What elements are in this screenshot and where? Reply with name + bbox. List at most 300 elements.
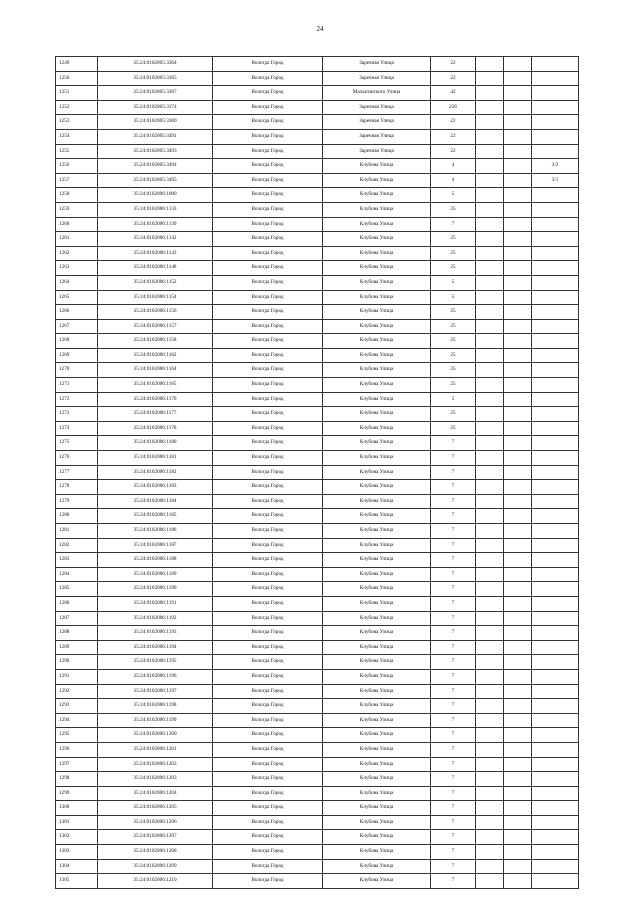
- building-cell: [476, 261, 504, 276]
- house-number-cell: 25: [431, 421, 476, 436]
- city-cell: Вологда Город: [213, 407, 323, 422]
- apartment-cell: [532, 845, 579, 860]
- street-cell: Клубова Улица: [323, 319, 431, 334]
- table-row: [56, 275, 579, 290]
- cadastral-number-cell: 35:24:0102006:1156: [98, 305, 213, 320]
- house-number-cell: 7: [431, 801, 476, 816]
- house-number-cell: 7: [431, 757, 476, 772]
- building-cell: [476, 626, 504, 641]
- cadastral-number-cell: 35:24:0102005:3365: [98, 71, 213, 86]
- building-cell: [476, 334, 504, 349]
- table-row: [56, 378, 579, 393]
- cadastral-number-cell: 35:24:0102005:3491: [98, 129, 213, 144]
- city-cell: Вологда Город: [213, 611, 323, 626]
- row-number-cell: 1271: [56, 378, 98, 393]
- apartment-cell: [532, 421, 579, 436]
- row-number-cell: 1298: [56, 772, 98, 787]
- house-number-cell: 7: [431, 669, 476, 684]
- apartment-cell: [532, 728, 579, 743]
- table-row: [56, 699, 579, 714]
- cadastral-number-cell: 35:24:0102005:3380: [98, 115, 213, 130]
- letter-cell: [504, 217, 532, 232]
- apartment-cell: [532, 684, 579, 699]
- table-row: [56, 144, 579, 159]
- street-cell: Клубова Улица: [323, 275, 431, 290]
- house-number-cell: 7: [431, 596, 476, 611]
- table-row: [56, 582, 579, 597]
- city-cell: Вологда Город: [213, 801, 323, 816]
- city-cell: Вологда Город: [213, 596, 323, 611]
- building-cell: [476, 173, 504, 188]
- cadastral-number-cell: 35:24:0102006:1201: [98, 742, 213, 757]
- cadastral-number-cell: 35:24:0102006:1204: [98, 786, 213, 801]
- cadastral-number-cell: 35:24:0102006:1164: [98, 363, 213, 378]
- street-cell: Клубова Улица: [323, 713, 431, 728]
- building-cell: [476, 290, 504, 305]
- apartment-cell: [532, 699, 579, 714]
- house-number-cell: 22: [431, 129, 476, 144]
- letter-cell: [504, 713, 532, 728]
- building-cell: [476, 71, 504, 86]
- letter-cell: [504, 144, 532, 159]
- letter-cell: [504, 100, 532, 115]
- row-number-cell: 1291: [56, 669, 98, 684]
- letter-cell: [504, 786, 532, 801]
- cadastral-number-cell: 35:24:0102006:1195: [98, 655, 213, 670]
- street-cell: Клубова Улица: [323, 451, 431, 466]
- apartment-cell: [532, 859, 579, 874]
- building-cell: [476, 538, 504, 553]
- apartment-cell: [532, 757, 579, 772]
- cadastral-number-cell: 35:24:0102006:1162: [98, 348, 213, 363]
- apartment-cell: [532, 742, 579, 757]
- cadastral-number-cell: 35:24:0102006:1197: [98, 684, 213, 699]
- letter-cell: [504, 334, 532, 349]
- street-cell: Клубова Улица: [323, 524, 431, 539]
- row-number-cell: 1258: [56, 188, 98, 203]
- house-number-cell: 25: [431, 202, 476, 217]
- house-number-cell: 7: [431, 845, 476, 860]
- letter-cell: [504, 188, 532, 203]
- letter-cell: [504, 494, 532, 509]
- building-cell: [476, 567, 504, 582]
- house-number-cell: 25: [431, 246, 476, 261]
- letter-cell: [504, 640, 532, 655]
- table-row: [56, 290, 579, 305]
- apartment-cell: [532, 669, 579, 684]
- cadastral-number-cell: 35:24:0102006:1189: [98, 567, 213, 582]
- row-number-cell: 1283: [56, 553, 98, 568]
- city-cell: Вологда Город: [213, 567, 323, 582]
- city-cell: Вологда Город: [213, 275, 323, 290]
- city-cell: Вологда Город: [213, 786, 323, 801]
- street-cell: Клубова Улица: [323, 874, 431, 889]
- street-cell: Клубова Улица: [323, 640, 431, 655]
- house-number-cell: 22: [431, 144, 476, 159]
- cadastral-number-cell: 35:24:0102005:3494: [98, 159, 213, 174]
- city-cell: Вологда Город: [213, 640, 323, 655]
- registry-table: [55, 56, 579, 889]
- building-cell: [476, 640, 504, 655]
- letter-cell: [504, 421, 532, 436]
- table-row: [56, 246, 579, 261]
- house-number-cell: 42: [431, 86, 476, 101]
- house-number-cell: 25: [431, 378, 476, 393]
- house-number-cell: 7: [431, 524, 476, 539]
- building-cell: [476, 494, 504, 509]
- letter-cell: [504, 728, 532, 743]
- city-cell: Вологда Город: [213, 480, 323, 495]
- building-cell: [476, 611, 504, 626]
- house-number-cell: 7: [431, 728, 476, 743]
- letter-cell: [504, 480, 532, 495]
- row-number-cell: 1295: [56, 728, 98, 743]
- row-number-cell: 1252: [56, 100, 98, 115]
- house-number-cell: 7: [431, 465, 476, 480]
- table-row: [56, 757, 579, 772]
- row-number-cell: 1293: [56, 699, 98, 714]
- row-number-cell: 1285: [56, 582, 98, 597]
- row-number-cell: 1276: [56, 451, 98, 466]
- table-row: [56, 202, 579, 217]
- row-number-cell: 1266: [56, 305, 98, 320]
- apartment-cell: [532, 232, 579, 247]
- city-cell: Вологда Город: [213, 815, 323, 830]
- house-number-cell: 22б: [431, 100, 476, 115]
- cadastral-number-cell: 35:24:0102006:1154: [98, 290, 213, 305]
- street-cell: Клубова Улица: [323, 421, 431, 436]
- row-number-cell: 1265: [56, 290, 98, 305]
- cadastral-number-cell: 35:24:0102006:1158: [98, 334, 213, 349]
- house-number-cell: 7: [431, 713, 476, 728]
- city-cell: Вологда Город: [213, 465, 323, 480]
- letter-cell: [504, 71, 532, 86]
- row-number-cell: 1270: [56, 363, 98, 378]
- letter-cell: [504, 669, 532, 684]
- apartment-cell: [532, 217, 579, 232]
- row-number-cell: 1263: [56, 261, 98, 276]
- city-cell: Вологда Город: [213, 232, 323, 247]
- letter-cell: [504, 859, 532, 874]
- building-cell: [476, 378, 504, 393]
- house-number-cell: 7: [431, 436, 476, 451]
- apartment-cell: [532, 129, 579, 144]
- city-cell: Вологда Город: [213, 845, 323, 860]
- table-row: [56, 801, 579, 816]
- city-cell: Вологда Город: [213, 261, 323, 276]
- city-cell: Вологда Город: [213, 524, 323, 539]
- street-cell: Клубова Улица: [323, 232, 431, 247]
- row-number-cell: 1261: [56, 232, 98, 247]
- building-cell: [476, 144, 504, 159]
- building-cell: [476, 801, 504, 816]
- street-cell: Клубова Улица: [323, 655, 431, 670]
- city-cell: Вологда Город: [213, 553, 323, 568]
- letter-cell: [504, 319, 532, 334]
- row-number-cell: 1277: [56, 465, 98, 480]
- cadastral-number-cell: 35:24:0102005:3367: [98, 86, 213, 101]
- street-cell: Клубова Улица: [323, 684, 431, 699]
- table-row: [56, 596, 579, 611]
- apartment-cell: [532, 509, 579, 524]
- letter-cell: [504, 202, 532, 217]
- city-cell: Вологда Город: [213, 246, 323, 261]
- street-cell: Клубова Улица: [323, 509, 431, 524]
- street-cell: Клубова Улица: [323, 290, 431, 305]
- house-number-cell: 7: [431, 859, 476, 874]
- house-number-cell: 7: [431, 815, 476, 830]
- cadastral-number-cell: 35:24:0102005:3374: [98, 100, 213, 115]
- building-cell: [476, 407, 504, 422]
- house-number-cell: 7: [431, 567, 476, 582]
- table-row: [56, 100, 579, 115]
- cadastral-number-cell: 35:24:0102006:1182: [98, 465, 213, 480]
- cadastral-number-cell: 35:24:0102006:1181: [98, 451, 213, 466]
- street-cell: Клубова Улица: [323, 465, 431, 480]
- house-number-cell: 7: [431, 509, 476, 524]
- letter-cell: [504, 801, 532, 816]
- street-cell: Клубова Улица: [323, 363, 431, 378]
- building-cell: [476, 451, 504, 466]
- row-number-cell: 1292: [56, 684, 98, 699]
- letter-cell: [504, 757, 532, 772]
- apartment-cell: [532, 392, 579, 407]
- apartment-cell: [532, 290, 579, 305]
- street-cell: Клубова Улица: [323, 669, 431, 684]
- row-number-cell: 1290: [56, 655, 98, 670]
- building-cell: [476, 859, 504, 874]
- apartment-cell: [532, 436, 579, 451]
- row-number-cell: 1249: [56, 57, 98, 72]
- street-cell: Клубова Улица: [323, 830, 431, 845]
- table-row: [56, 772, 579, 787]
- street-cell: Заречная Улица: [323, 57, 431, 72]
- house-number-cell: 7: [431, 684, 476, 699]
- table-row: [56, 232, 579, 247]
- letter-cell: [504, 524, 532, 539]
- city-cell: Вологда Город: [213, 538, 323, 553]
- building-cell: [476, 684, 504, 699]
- row-number-cell: 1303: [56, 845, 98, 860]
- building-cell: [476, 159, 504, 174]
- building-cell: [476, 348, 504, 363]
- house-number-cell: 7: [431, 699, 476, 714]
- apartment-cell: [532, 334, 579, 349]
- row-number-cell: 1280: [56, 509, 98, 524]
- apartment-cell: [532, 830, 579, 845]
- street-cell: Клубова Улица: [323, 815, 431, 830]
- table-row: [56, 57, 579, 72]
- house-number-cell: 25: [431, 261, 476, 276]
- apartment-cell: [532, 407, 579, 422]
- letter-cell: [504, 553, 532, 568]
- city-cell: Вологда Город: [213, 669, 323, 684]
- letter-cell: [504, 261, 532, 276]
- apartment-cell: [532, 144, 579, 159]
- apartment-cell: 3/1: [532, 173, 579, 188]
- letter-cell: [504, 582, 532, 597]
- street-cell: Клубова Улица: [323, 188, 431, 203]
- apartment-cell: [532, 275, 579, 290]
- apartment-cell: [532, 246, 579, 261]
- letter-cell: [504, 173, 532, 188]
- row-number-cell: 1296: [56, 742, 98, 757]
- city-cell: Вологда Город: [213, 684, 323, 699]
- house-number-cell: 7: [431, 451, 476, 466]
- letter-cell: [504, 611, 532, 626]
- building-cell: [476, 874, 504, 889]
- street-cell: Клубова Улица: [323, 728, 431, 743]
- cadastral-number-cell: 35:24:0102006:1148: [98, 261, 213, 276]
- cadastral-number-cell: 35:24:0102006:1170: [98, 392, 213, 407]
- building-cell: [476, 100, 504, 115]
- row-number-cell: 1251: [56, 86, 98, 101]
- street-cell: Клубова Улица: [323, 261, 431, 276]
- letter-cell: [504, 699, 532, 714]
- building-cell: [476, 232, 504, 247]
- street-cell: Клубова Улица: [323, 742, 431, 757]
- apartment-cell: [532, 57, 579, 72]
- street-cell: Клубова Улица: [323, 159, 431, 174]
- letter-cell: [504, 115, 532, 130]
- street-cell: Клубова Улица: [323, 611, 431, 626]
- letter-cell: [504, 159, 532, 174]
- letter-cell: [504, 363, 532, 378]
- street-cell: Клубова Улица: [323, 202, 431, 217]
- house-number-cell: 22: [431, 57, 476, 72]
- street-cell: Клубова Улица: [323, 173, 431, 188]
- row-number-cell: 1274: [56, 421, 98, 436]
- table-row: [56, 509, 579, 524]
- cadastral-number-cell: 35:24:0102006:1188: [98, 553, 213, 568]
- apartment-cell: [532, 115, 579, 130]
- street-cell: Клубова Улица: [323, 772, 431, 787]
- row-number-cell: 1273: [56, 407, 98, 422]
- city-cell: Вологда Город: [213, 626, 323, 641]
- table-row: [56, 640, 579, 655]
- cadastral-number-cell: 35:24:0102006:1000: [98, 188, 213, 203]
- row-number-cell: 1281: [56, 524, 98, 539]
- table-row: [56, 611, 579, 626]
- building-cell: [476, 655, 504, 670]
- table-row: [56, 407, 579, 422]
- apartment-cell: [532, 363, 579, 378]
- street-cell: Клубова Улица: [323, 436, 431, 451]
- apartment-cell: [532, 815, 579, 830]
- row-number-cell: 1260: [56, 217, 98, 232]
- apartment-cell: [532, 319, 579, 334]
- house-number-cell: 25: [431, 407, 476, 422]
- house-number-cell: 5: [431, 188, 476, 203]
- table-row: [56, 334, 579, 349]
- apartment-cell: [532, 713, 579, 728]
- table-row: [56, 348, 579, 363]
- cadastral-number-cell: 35:24:0102006:1198: [98, 699, 213, 714]
- row-number-cell: 1257: [56, 173, 98, 188]
- building-cell: [476, 246, 504, 261]
- row-number-cell: 1299: [56, 786, 98, 801]
- city-cell: Вологда Город: [213, 436, 323, 451]
- city-cell: Вологда Город: [213, 699, 323, 714]
- street-cell: Клубова Улица: [323, 567, 431, 582]
- letter-cell: [504, 596, 532, 611]
- apartment-cell: [532, 494, 579, 509]
- house-number-cell: 7: [431, 640, 476, 655]
- letter-cell: [504, 86, 532, 101]
- building-cell: [476, 217, 504, 232]
- building-cell: [476, 524, 504, 539]
- letter-cell: [504, 275, 532, 290]
- building-cell: [476, 815, 504, 830]
- street-cell: Клубова Улица: [323, 699, 431, 714]
- city-cell: Вологда Город: [213, 71, 323, 86]
- table-row: [56, 392, 579, 407]
- row-number-cell: 1264: [56, 275, 98, 290]
- house-number-cell: 7: [431, 538, 476, 553]
- building-cell: [476, 582, 504, 597]
- apartment-cell: [532, 538, 579, 553]
- city-cell: Вологда Город: [213, 392, 323, 407]
- city-cell: Вологда Город: [213, 319, 323, 334]
- apartment-cell: [532, 582, 579, 597]
- street-cell: Заречная Улица: [323, 129, 431, 144]
- table-row: [56, 786, 579, 801]
- apartment-cell: [532, 596, 579, 611]
- city-cell: Вологда Город: [213, 159, 323, 174]
- city-cell: Вологда Город: [213, 859, 323, 874]
- row-number-cell: 1253: [56, 115, 98, 130]
- letter-cell: [504, 305, 532, 320]
- apartment-cell: [532, 874, 579, 889]
- cadastral-number-cell: 35:24:0102006:1199: [98, 713, 213, 728]
- street-cell: Клубова Улица: [323, 407, 431, 422]
- building-cell: [476, 115, 504, 130]
- street-cell: Клубова Улица: [323, 378, 431, 393]
- street-cell: Клубова Улица: [323, 859, 431, 874]
- city-cell: Вологда Город: [213, 115, 323, 130]
- table-row: [56, 684, 579, 699]
- table-row: [56, 217, 579, 232]
- house-number-cell: 25: [431, 334, 476, 349]
- table-row: [56, 669, 579, 684]
- house-number-cell: 7: [431, 772, 476, 787]
- house-number-cell: 7: [431, 494, 476, 509]
- letter-cell: [504, 246, 532, 261]
- building-cell: [476, 772, 504, 787]
- letter-cell: [504, 57, 532, 72]
- city-cell: Вологда Город: [213, 378, 323, 393]
- building-cell: [476, 421, 504, 436]
- building-cell: [476, 305, 504, 320]
- house-number-cell: 7: [431, 874, 476, 889]
- street-cell: Клубова Улица: [323, 494, 431, 509]
- street-cell: Клубова Улица: [323, 582, 431, 597]
- apartment-cell: [532, 86, 579, 101]
- house-number-cell: 7: [431, 626, 476, 641]
- apartment-cell: [532, 100, 579, 115]
- letter-cell: [504, 538, 532, 553]
- table-row: [56, 129, 579, 144]
- building-cell: [476, 509, 504, 524]
- table-row: [56, 173, 579, 188]
- cadastral-number-cell: 35:24:0102005:3364: [98, 57, 213, 72]
- table-row: [56, 436, 579, 451]
- row-number-cell: 1300: [56, 801, 98, 816]
- letter-cell: [504, 772, 532, 787]
- street-cell: Заречная Улица: [323, 115, 431, 130]
- street-cell: Заречная Улица: [323, 144, 431, 159]
- cadastral-number-cell: 35:24:0102006:1186: [98, 524, 213, 539]
